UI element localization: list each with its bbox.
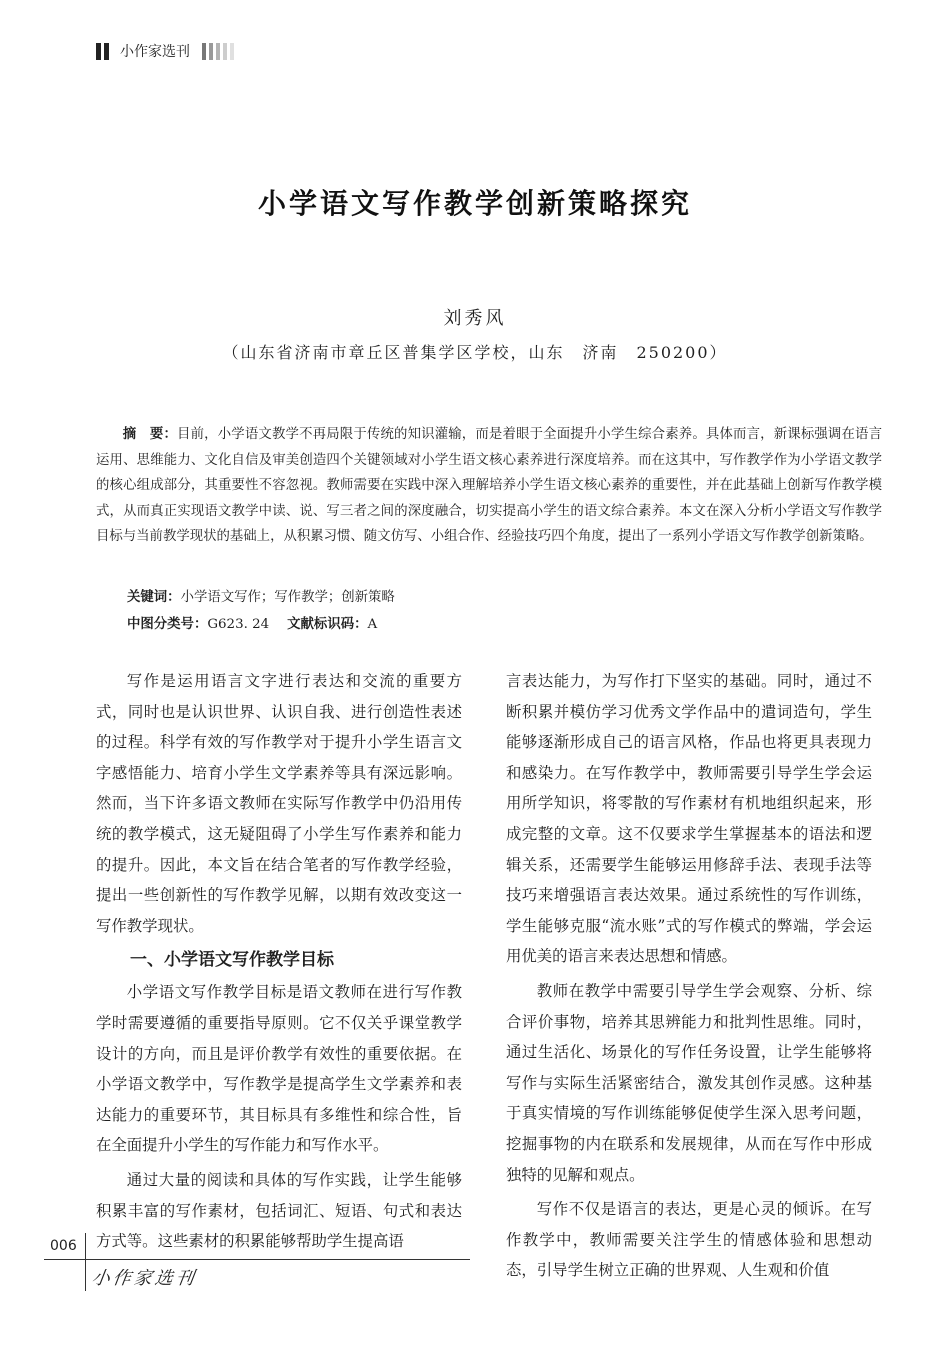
classification-line — [127, 613, 377, 637]
section-heading: 一、小学语文写作教学目标 — [130, 950, 334, 971]
body-paragraph: 小学语文写作教学目标是语文教师在进行写作教学时需要遵循的重要指导原则。它不仅关乎课堂教学设计的方向，而且是评价教学有效性的重要依据。在小学语文教学中，写作教学是提高学生文学素养和表达能力的重要环节，其目标具有多维性和综合性，旨在全面提升小学生的写作能力和写作水平。 — [96, 983, 462, 1155]
keywords-text: 小学语文写作；写作教学；创新策略 — [180, 590, 395, 605]
header-bar-icon — [104, 43, 109, 60]
footer-logo: 小作家选刊 — [90, 1268, 199, 1289]
body-column-right — [506, 666, 872, 1286]
body-column-left — [96, 666, 462, 1257]
abstract-text: 目前，小学语文教学不再局限于传统的知识灌输，而是着眼于全面提升小学生综合素养。具体而言，新课标强调在语言运用、思维能力、文化自信及审美创造四个关键领域对小学生语文核心素养进行深度培养。而在这其中，写作教学作为小学语文教学的核心组成部分，其重要性不容忽视。教师需要在实践中深入理解培养小学生语文核心素养的重要性，并在此基础上创新写作教学模式，从而真正实现语文教学中读、说、写三者之间的深度融合，切实提高小学生的语文综合素养。本文在深入分析小学语文写作教学目标与当前教学现状的基础上，从积累习惯、随文仿写、小组合作、经验技巧四个角度，提出了一系列小学语文写作教学创新策略。 — [96, 427, 883, 544]
keywords-label: 关键词： — [127, 590, 181, 605]
header-gradient-bar-icon — [223, 43, 227, 60]
header-gradient-bar-icon — [209, 43, 213, 60]
header-gradient-bar-icon — [216, 43, 220, 60]
keywords-line — [127, 586, 395, 610]
footer-rule — [44, 1259, 470, 1260]
article-title: 小学语文写作教学创新策略探究 — [257, 187, 692, 220]
page-number: 006 — [50, 1238, 77, 1254]
header-gradient-bar-icon — [230, 43, 234, 60]
body-paragraph: 通过大量的阅读和具体的写作实践，让学生能够积累丰富的写作素材，包括词汇、短语、句式和表达方式等。这些素材的积累能够帮助学生提高语 — [96, 1170, 462, 1251]
doc-code-label: 文献标识码： — [287, 617, 368, 632]
author-affiliation: （山东省济南市章丘区普集学区学校，山东 济南 250200） — [222, 343, 728, 362]
journal-name: 小作家选刊 — [120, 44, 190, 60]
running-header — [96, 40, 237, 62]
author-name: 刘秀风 — [443, 308, 507, 329]
abstract — [96, 422, 882, 550]
header-bar-icon — [96, 43, 101, 60]
doc-code-value: A — [367, 617, 378, 632]
abstract-label: 摘 要： — [122, 427, 178, 442]
body-paragraph: 写作是运用语言文字进行表达和交流的重要方式，同时也是认识世界、认识自我、进行创造性表述的过程。科学有效的写作教学对于提升小学生语言文字感悟能力、培育小学生文学素养等具有深远影响。然而，当下许多语文教师在实际写作教学中仍沿用传统的教学模式，这无疑阻碍了小学生写作素养和能力的提升。因此，本文旨在结合笔者的写作教学经验，提出一些创新性的写作教学见解，以期有效改变这一写作教学现状。 — [96, 672, 462, 935]
body-paragraph: 写作不仅是语言的表达，更是心灵的倾诉。在写作教学中，教师需要关注学生的情感体验和思想动态，引导学生树立正确的世界观、人生观和价值 — [506, 1200, 872, 1280]
footer-rule-vertical — [85, 1233, 86, 1291]
clc-value: G623. 24 — [207, 617, 270, 632]
body-paragraph: 言表达能力，为写作打下坚实的基础。同时，通过不断积累并模仿学习优秀文学作品中的遣词造句，学生能够逐渐形成自己的语言风格，作品也将更具表现力和感染力。在写作教学中，教师需要引导学生学会运用所学知识，将零散的写作素材有机地组织起来，形成完整的文章。这不仅要求学生掌握基本的语法和逻辑关系，还需要学生能够运用修辞手法、表现手法等技巧来增强语言表达效果。通过系统性的写作训练，学生能够克服“流水账”式的写作模式的弊端，学会运用优美的语言来表达思想和情感。 — [506, 672, 872, 966]
clc-label: 中图分类号： — [127, 617, 208, 632]
header-gradient-bar-icon — [202, 43, 206, 60]
body-paragraph: 教师在教学中需要引导学生学会观察、分析、综合评价事物，培养其思辨能力和批判性思维。同时，通过生活化、场景化的写作任务设置，让学生能够将写作与实际生活紧密结合，激发其创作灵感。这种基于真实情境的写作训练能够促使学生深入思考问题，挖掘事物的内在联系和发展规律，从而在写作中形成独特的见解和观点。 — [506, 981, 872, 1184]
